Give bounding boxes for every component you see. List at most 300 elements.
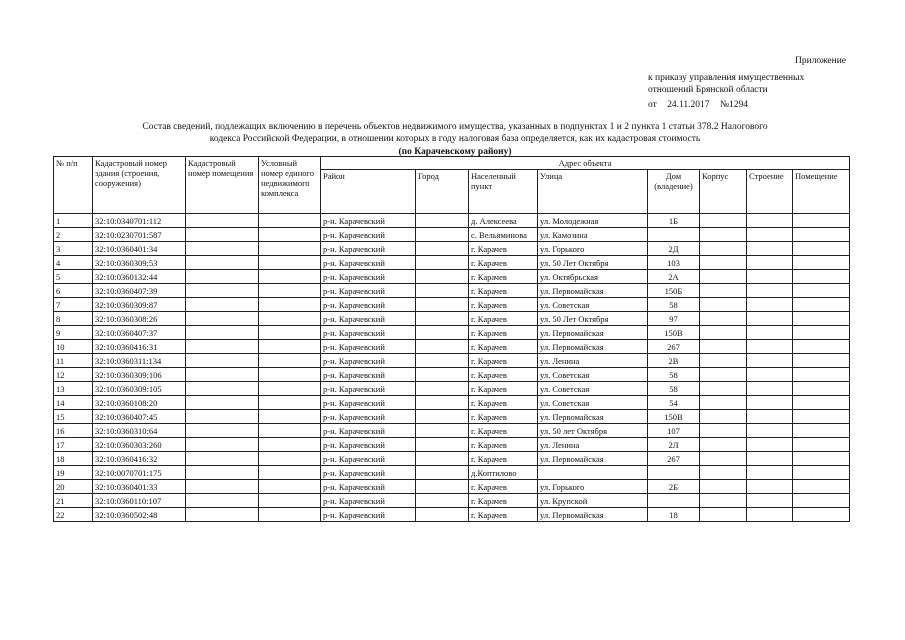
cell-district: р-н. Карачевский (321, 326, 416, 340)
cell-conditional-number (259, 508, 321, 522)
cell-house: 58 (648, 382, 700, 396)
cell-stroenie (747, 312, 793, 326)
cell-cadastral-number: 32:10:0360502:48 (93, 508, 186, 522)
cell-stroenie (747, 340, 793, 354)
cell-num: 16 (54, 424, 93, 438)
table-row (54, 368, 850, 382)
header-cadastral-room: Кадастровый номер помещения (186, 157, 259, 214)
cell-locality: г. Карачев (469, 298, 538, 312)
cell-stroenie (747, 382, 793, 396)
cell-city (416, 228, 469, 242)
cell-house: 18 (648, 508, 700, 522)
cell-stroenie (747, 508, 793, 522)
cell-korpus (700, 284, 747, 298)
cell-pomeshchenie (793, 214, 850, 228)
cell-locality: с. Вельяминова (469, 228, 538, 242)
cell-city (416, 256, 469, 270)
cell-cadastral-number: 32:10:0360309:53 (93, 256, 186, 270)
cell-pomeshchenie (793, 396, 850, 410)
cell-locality: г. Карачев (469, 270, 538, 284)
cell-house (648, 228, 700, 242)
cell-stroenie (747, 326, 793, 340)
cell-stroenie (747, 438, 793, 452)
cell-room-number (186, 368, 259, 382)
cell-district: р-н. Карачевский (321, 256, 416, 270)
cell-district: р-н. Карачевский (321, 438, 416, 452)
header-num: № п/п (54, 157, 93, 214)
cell-pomeshchenie (793, 494, 850, 508)
cell-room-number (186, 438, 259, 452)
header-house: Дом (владение) (648, 170, 700, 214)
cell-district: р-н. Карачевский (321, 410, 416, 424)
cell-pomeshchenie (793, 340, 850, 354)
cell-street: ул. Первомайская (538, 284, 648, 298)
header-conditional-number: Условный номер единого недвижимого комплекса (259, 157, 321, 214)
cell-pomeshchenie (793, 284, 850, 298)
cell-korpus (700, 424, 747, 438)
cell-cadastral-number: 32:10:0360108:20 (93, 396, 186, 410)
cell-room-number (186, 452, 259, 466)
table-row (54, 270, 850, 284)
cell-stroenie (747, 466, 793, 480)
table-row (54, 340, 850, 354)
cell-cadastral-number: 32:10:0360310:64 (93, 424, 186, 438)
table-row (54, 382, 850, 396)
cell-street: ул. Ленина (538, 354, 648, 368)
cell-stroenie (747, 494, 793, 508)
header-district: Район (321, 170, 416, 214)
cell-pomeshchenie (793, 424, 850, 438)
table-row (54, 424, 850, 438)
cell-street: ул. Горького (538, 242, 648, 256)
table-row (54, 494, 850, 508)
cell-cadastral-number: 32:10:0070701:175 (93, 466, 186, 480)
cell-stroenie (747, 228, 793, 242)
cell-cadastral-number: 32:10:0360416:32 (93, 452, 186, 466)
cell-room-number (186, 326, 259, 340)
cell-cadastral-number: 32:10:0360309:105 (93, 382, 186, 396)
cell-pomeshchenie (793, 368, 850, 382)
cell-cadastral-number: 32:10:0360401:33 (93, 480, 186, 494)
header-street: Улица (538, 170, 648, 214)
cell-conditional-number (259, 494, 321, 508)
cell-conditional-number (259, 270, 321, 284)
cell-num: 2 (54, 228, 93, 242)
date-prefix: от (648, 100, 657, 110)
cell-num: 1 (54, 214, 93, 228)
appendix-label: Приложение (795, 56, 846, 66)
cell-stroenie (747, 368, 793, 382)
header-city: Город (416, 170, 469, 214)
cell-room-number (186, 354, 259, 368)
cell-num: 12 (54, 368, 93, 382)
cell-room-number (186, 242, 259, 256)
cell-city (416, 340, 469, 354)
cell-locality: г. Карачев (469, 368, 538, 382)
cell-conditional-number (259, 298, 321, 312)
table-row (54, 298, 850, 312)
cell-street: ул. Советская (538, 382, 648, 396)
cell-conditional-number (259, 466, 321, 480)
cell-locality: г. Карачев (469, 354, 538, 368)
cell-korpus (700, 354, 747, 368)
cell-korpus (700, 242, 747, 256)
cell-district: р-н. Карачевский (321, 396, 416, 410)
cell-city (416, 298, 469, 312)
cell-stroenie (747, 270, 793, 284)
cell-city (416, 508, 469, 522)
cell-korpus (700, 228, 747, 242)
cell-num: 18 (54, 452, 93, 466)
header-locality: Населенный пункт (469, 170, 538, 214)
table-row (54, 396, 850, 410)
cell-stroenie (747, 256, 793, 270)
cell-conditional-number (259, 382, 321, 396)
cell-street: ул. Горького (538, 480, 648, 494)
cell-stroenie (747, 298, 793, 312)
cell-conditional-number (259, 438, 321, 452)
cell-stroenie (747, 396, 793, 410)
cell-cadastral-number: 32:10:0360407:37 (93, 326, 186, 340)
property-register-table (53, 156, 850, 522)
cell-locality: г. Карачев (469, 284, 538, 298)
table-row (54, 228, 850, 242)
cell-house: 54 (648, 396, 700, 410)
cell-korpus (700, 256, 747, 270)
cell-room-number (186, 284, 259, 298)
cell-cadastral-number: 32:10:0360311:134 (93, 354, 186, 368)
cell-conditional-number (259, 228, 321, 242)
cell-room-number (186, 410, 259, 424)
cell-house: 2В (648, 354, 700, 368)
cell-locality: г. Карачев (469, 508, 538, 522)
order-date: 24.11.2017 (667, 100, 710, 110)
cell-pomeshchenie (793, 354, 850, 368)
document-subtitle: (по Карачевскому району) (398, 147, 512, 157)
cell-district: р-н. Карачевский (321, 284, 416, 298)
cell-room-number (186, 298, 259, 312)
cell-district: р-н. Карачевский (321, 298, 416, 312)
header-stroenie: Строение (747, 170, 793, 214)
cell-locality: г. Карачев (469, 410, 538, 424)
cell-district: р-н. Карачевский (321, 354, 416, 368)
cell-locality: г. Карачев (469, 312, 538, 326)
cell-conditional-number (259, 284, 321, 298)
cell-street: ул. Первомайская (538, 326, 648, 340)
cell-street: ул. Октябрьская (538, 270, 648, 284)
cell-conditional-number (259, 410, 321, 424)
cell-korpus (700, 396, 747, 410)
cell-district: р-н. Карачевский (321, 228, 416, 242)
cell-stroenie (747, 242, 793, 256)
cell-korpus (700, 368, 747, 382)
table-row (54, 452, 850, 466)
header-cadastral-building: Кадастровый номер здания (строения, сооружения) (93, 157, 186, 214)
cell-house: 267 (648, 452, 700, 466)
table-row (54, 312, 850, 326)
cell-num: 5 (54, 270, 93, 284)
cell-room-number (186, 256, 259, 270)
cell-conditional-number (259, 242, 321, 256)
cell-korpus (700, 312, 747, 326)
cell-stroenie (747, 424, 793, 438)
cell-cadastral-number: 32:10:0360132:44 (93, 270, 186, 284)
cell-house (648, 494, 700, 508)
cell-city (416, 284, 469, 298)
cell-korpus (700, 298, 747, 312)
order-reference-line1: к приказу управления имущественных (648, 73, 805, 83)
cell-room-number (186, 494, 259, 508)
cell-district: р-н. Карачевский (321, 480, 416, 494)
cell-district: р-н. Карачевский (321, 466, 416, 480)
cell-house: 2Д (648, 242, 700, 256)
table-row (54, 326, 850, 340)
document-title-line1: Состав сведений, подлежащих включению в перечень объектов недвижимого имущества, указанных в подпунктах 1 и 2 пункта 1 статьи 378.2 Налогового (142, 122, 768, 132)
table-row (54, 480, 850, 494)
cell-pomeshchenie (793, 452, 850, 466)
cell-city (416, 242, 469, 256)
header-row-1 (54, 157, 850, 170)
order-number: №1294 (719, 100, 749, 110)
cell-cadastral-number: 32:10:0360303:260 (93, 438, 186, 452)
cell-cadastral-number: 32:10:0360401:34 (93, 242, 186, 256)
cell-korpus (700, 326, 747, 340)
cell-room-number (186, 312, 259, 326)
cell-street (538, 466, 648, 480)
cell-city (416, 466, 469, 480)
cell-district: р-н. Карачевский (321, 452, 416, 466)
cell-korpus (700, 410, 747, 424)
cell-room-number (186, 228, 259, 242)
cell-locality: г. Карачев (469, 396, 538, 410)
cell-cadastral-number: 32:10:0360416:31 (93, 340, 186, 354)
cell-pomeshchenie (793, 508, 850, 522)
cell-conditional-number (259, 256, 321, 270)
cell-house: 2А (648, 270, 700, 284)
cell-room-number (186, 480, 259, 494)
header-address: Адрес объекта (321, 157, 850, 170)
cell-district: р-н. Карачевский (321, 242, 416, 256)
cell-cadastral-number: 32:10:0340701:112 (93, 214, 186, 228)
cell-locality: г. Карачев (469, 256, 538, 270)
cell-room-number (186, 466, 259, 480)
cell-num: 19 (54, 466, 93, 480)
cell-korpus (700, 508, 747, 522)
cell-korpus (700, 480, 747, 494)
cell-pomeshchenie (793, 312, 850, 326)
cell-house: 107 (648, 424, 700, 438)
cell-locality: д. Алексеева (469, 214, 538, 228)
cell-korpus (700, 340, 747, 354)
cell-district: р-н. Карачевский (321, 312, 416, 326)
cell-city (416, 354, 469, 368)
cell-korpus (700, 382, 747, 396)
cell-house: 2Б (648, 480, 700, 494)
cell-conditional-number (259, 368, 321, 382)
cell-street: ул. Советская (538, 396, 648, 410)
cell-city (416, 396, 469, 410)
cell-pomeshchenie (793, 466, 850, 480)
cell-num: 10 (54, 340, 93, 354)
cell-room-number (186, 214, 259, 228)
cell-num: 3 (54, 242, 93, 256)
cell-city (416, 410, 469, 424)
cell-locality: г. Карачев (469, 480, 538, 494)
cell-street: ул. Советская (538, 298, 648, 312)
table-row (54, 242, 850, 256)
cell-num: 8 (54, 312, 93, 326)
cell-cadastral-number: 32:10:0230701:587 (93, 228, 186, 242)
cell-num: 4 (54, 256, 93, 270)
cell-street: ул. Первомайская (538, 410, 648, 424)
cell-pomeshchenie (793, 438, 850, 452)
cell-conditional-number (259, 396, 321, 410)
cell-room-number (186, 396, 259, 410)
document-title-line2: кодекса Российской Федерации, в отношении которых в году налоговая база определяется, как их кадастровая стоимость (209, 134, 701, 144)
cell-pomeshchenie (793, 228, 850, 242)
cell-conditional-number (259, 312, 321, 326)
cell-house: 2Л (648, 438, 700, 452)
cell-district: р-н. Карачевский (321, 214, 416, 228)
cell-room-number (186, 382, 259, 396)
cell-cadastral-number: 32:10:0360407:39 (93, 284, 186, 298)
cell-house: 97 (648, 312, 700, 326)
cell-district: р-н. Карачевский (321, 424, 416, 438)
cell-district: р-н. Карачевский (321, 368, 416, 382)
cell-conditional-number (259, 424, 321, 438)
header-pomeshchenie: Помещение (793, 170, 850, 214)
cell-house: 150В (648, 326, 700, 340)
cell-korpus (700, 438, 747, 452)
cell-locality: г. Карачев (469, 326, 538, 340)
cell-street: ул. 50 Лет Октября (538, 312, 648, 326)
cell-city (416, 368, 469, 382)
cell-conditional-number (259, 354, 321, 368)
cell-conditional-number (259, 480, 321, 494)
cell-num: 14 (54, 396, 93, 410)
cell-room-number (186, 508, 259, 522)
table-row (54, 466, 850, 480)
cell-pomeshchenie (793, 410, 850, 424)
cell-korpus (700, 466, 747, 480)
cell-house: 103 (648, 256, 700, 270)
cell-stroenie (747, 214, 793, 228)
table-row (54, 214, 850, 228)
table-row (54, 508, 850, 522)
table-row (54, 284, 850, 298)
cell-cadastral-number: 32:10:0360309:87 (93, 298, 186, 312)
cell-pomeshchenie (793, 270, 850, 284)
cell-house: 58 (648, 368, 700, 382)
cell-stroenie (747, 354, 793, 368)
cell-city (416, 382, 469, 396)
cell-district: р-н. Карачевский (321, 508, 416, 522)
cell-locality: г. Карачев (469, 340, 538, 354)
cell-city (416, 214, 469, 228)
cell-house: 1Б (648, 214, 700, 228)
cell-street: ул. Ленина (538, 438, 648, 452)
cell-num: 6 (54, 284, 93, 298)
cell-num: 21 (54, 494, 93, 508)
cell-house: 150Б (648, 284, 700, 298)
cell-pomeshchenie (793, 382, 850, 396)
cell-room-number (186, 270, 259, 284)
cell-pomeshchenie (793, 480, 850, 494)
cell-district: р-н. Карачевский (321, 270, 416, 284)
cell-house (648, 466, 700, 480)
cell-cadastral-number: 32:10:0360407:45 (93, 410, 186, 424)
cell-num: 17 (54, 438, 93, 452)
cell-street: ул. 50 Лет Октября (538, 256, 648, 270)
cell-city (416, 452, 469, 466)
cell-pomeshchenie (793, 298, 850, 312)
cell-locality: г. Карачев (469, 438, 538, 452)
cell-stroenie (747, 410, 793, 424)
cell-district: р-н. Карачевский (321, 382, 416, 396)
order-date-line (648, 99, 756, 111)
cell-locality: д.Коптилово (469, 466, 538, 480)
header-korpus: Корпус (700, 170, 747, 214)
cell-district: р-н. Карачевский (321, 494, 416, 508)
cell-house: 267 (648, 340, 700, 354)
order-reference-line2: отношений Брянской области (648, 85, 768, 95)
cell-locality: г. Карачев (469, 382, 538, 396)
cell-locality: г. Карачев (469, 452, 538, 466)
cell-street: ул. Первомайская (538, 508, 648, 522)
table-row (54, 256, 850, 270)
cell-stroenie (747, 284, 793, 298)
cell-stroenie (747, 452, 793, 466)
cell-city (416, 270, 469, 284)
cell-num: 22 (54, 508, 93, 522)
cell-num: 15 (54, 410, 93, 424)
cell-locality: г. Карачев (469, 424, 538, 438)
cell-street: ул. Советская (538, 368, 648, 382)
cell-city (416, 312, 469, 326)
cell-num: 20 (54, 480, 93, 494)
cell-conditional-number (259, 326, 321, 340)
cell-locality: г. Карачев (469, 494, 538, 508)
cell-num: 7 (54, 298, 93, 312)
cell-korpus (700, 214, 747, 228)
cell-cadastral-number: 32:10:0360110:107 (93, 494, 186, 508)
cell-cadastral-number: 32:10:0360308:26 (93, 312, 186, 326)
table-body (54, 214, 850, 522)
cell-street: ул. 50 лет Октября (538, 424, 648, 438)
cell-city (416, 424, 469, 438)
cell-locality: г. Карачев (469, 242, 538, 256)
cell-room-number (186, 424, 259, 438)
cell-pomeshchenie (793, 326, 850, 340)
cell-conditional-number (259, 340, 321, 354)
cell-korpus (700, 452, 747, 466)
cell-house: 150В (648, 410, 700, 424)
table-row (54, 354, 850, 368)
table-row (54, 438, 850, 452)
cell-num: 9 (54, 326, 93, 340)
cell-num: 11 (54, 354, 93, 368)
cell-conditional-number (259, 452, 321, 466)
cell-num: 13 (54, 382, 93, 396)
cell-district: р-н. Карачевский (321, 340, 416, 354)
cell-pomeshchenie (793, 256, 850, 270)
cell-korpus (700, 494, 747, 508)
cell-korpus (700, 270, 747, 284)
cell-street: ул. Молодежная (538, 214, 648, 228)
cell-city (416, 480, 469, 494)
cell-conditional-number (259, 214, 321, 228)
cell-city (416, 326, 469, 340)
